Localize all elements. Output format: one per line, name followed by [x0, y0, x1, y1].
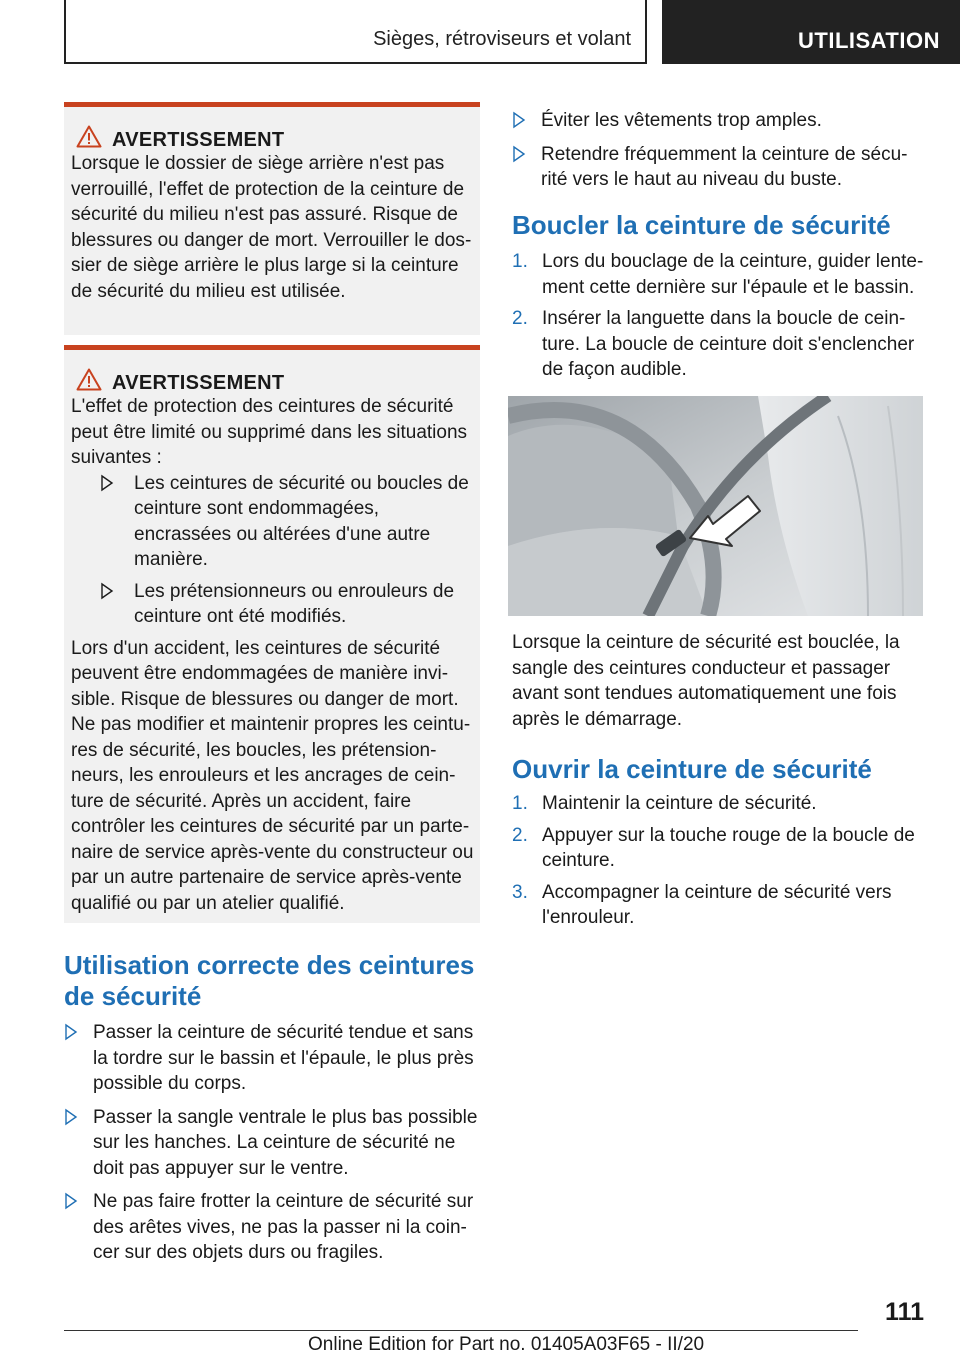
footer-divider — [64, 1330, 858, 1331]
warning-intro: L'effet de protection des ceintures de sécurité peut être limité ou supprimé dans les situations suivantes : — [71, 396, 468, 468]
triangle-bullet-icon — [100, 474, 114, 492]
warning-bullet-list — [64, 471, 480, 630]
triangle-bullet-icon — [64, 1192, 78, 1210]
warning-title: AVERTISSEMENT — [112, 372, 285, 394]
triangle-bullet-icon — [64, 1023, 78, 1041]
step-number: 3. — [512, 881, 528, 903]
triangle-bullet-icon — [512, 145, 526, 163]
page-number: 111 — [885, 1298, 924, 1326]
warning-box-2 — [64, 345, 480, 923]
warning-text: Lors d'un accident, les ceintures de sécurité peuvent être endommagées de manière invisible. Risque de blessures ou danger de mort. Ne pas modifier et maintenir propres les ceintures de sécurité, les boucles, les prétensionneurs, les enrouleurs et les ancrages de ceinture de sécurité. Après un accident, faire contrôler les ceintures de sécurité par un partenaire de service après-vente du constructeur ou par un autre partenaire de service après-vente qualifié ou par un atelier qualifié. — [71, 637, 474, 914]
list-item: Retendre fréquemment la ceinture de sécurité vers le haut au niveau du buste. — [512, 142, 924, 193]
header-chapter: Sièges, rétroviseurs et volant — [373, 28, 631, 50]
list-item: 2. Appuyer sur la touche rouge de la boucle de ceinture. — [512, 824, 915, 871]
section-heading-fasten: Boucler la ceinture de sécurité — [512, 210, 891, 240]
open-steps — [512, 791, 924, 937]
list-item: Éviter les vêtements trop amples. — [512, 108, 924, 134]
warning-box-1 — [64, 102, 480, 335]
list-item: Les ceintures de sécurité ou boucles de ceinture sont endommagées, encrassées ou altérées d'une autre manière. — [100, 471, 474, 573]
fasten-steps — [512, 249, 924, 389]
warning-triangle-icon — [76, 125, 102, 148]
footer-edition: Online Edition for Part no. 01405A03F65 - II/20 — [308, 1334, 705, 1355]
header-section: UTILISATION — [798, 28, 940, 53]
section-heading-open: Ouvrir la ceinture de sécurité — [512, 754, 872, 784]
triangle-bullet-icon — [64, 1108, 78, 1126]
list-item: Passer la sangle ventrale le plus bas possible sur les hanches. La ceinture de sécurité ne doit pas appuyer sur le ventre. — [64, 1105, 482, 1182]
warning-triangle-icon — [76, 368, 102, 391]
warning-text: Lorsque le dossier de siège arrière n'est pas verrouillé, l'effet de protection de la ceinture de sécurité du milieu n'est pas assuré. Risque de blessures ou danger de mort. Verrouiller le dossier de siège arrière le plus large si la ceinture de sécurité du milieu est utilisée. — [71, 153, 472, 302]
step-number: 1. — [512, 793, 528, 814]
list-item: 3. Accompagner la ceinture de sécurité vers l'enrouleur. — [512, 881, 892, 928]
list-item: 1. Maintenir la ceinture de sécurité. — [512, 791, 924, 817]
seatbelt-buckle-illustration — [508, 396, 923, 616]
triangle-bullet-icon — [100, 582, 114, 600]
step-number: 2. — [512, 824, 528, 846]
list-item: Les prétensionneurs ou enrouleurs de ceinture ont été modifiés. — [100, 579, 474, 630]
list-item: Ne pas faire frotter la ceinture de sécurité sur des arêtes vives, ne pas la passer ni la coincer sur des objets durs ou fragiles. — [64, 1189, 482, 1266]
step-number: 1. — [512, 251, 528, 272]
usage-bullets-left — [64, 1016, 482, 1272]
list-item: 2. Insérer la languette dans la boucle de ceinture. La boucle de ceinture doit s'enclencher de façon audible. — [512, 308, 915, 380]
usage-bullets-right — [512, 104, 924, 199]
fasten-after-text: Lorsque la ceinture de sécurité est bouclée, la sangle des ceintures conducteur et passager avant sont tendues automatiquement une fois après le démarrage. — [512, 632, 900, 730]
header-chapter-box — [64, 0, 647, 64]
step-number: 2. — [512, 308, 528, 329]
triangle-bullet-icon — [512, 111, 526, 129]
header-section-box — [662, 0, 960, 64]
list-item: 1. Lors du bouclage de la ceinture, guider lentement cette dernière sur l'épaule et le bassin. — [512, 251, 924, 298]
list-item: Passer la ceinture de sécurité tendue et sans la tordre sur le bassin et l'épaule, le plus près possible du corps. — [64, 1020, 482, 1097]
warning-title: AVERTISSEMENT — [112, 129, 285, 151]
section-heading-usage: Utilisation correcte des ceintures de sécurité — [64, 950, 475, 1011]
